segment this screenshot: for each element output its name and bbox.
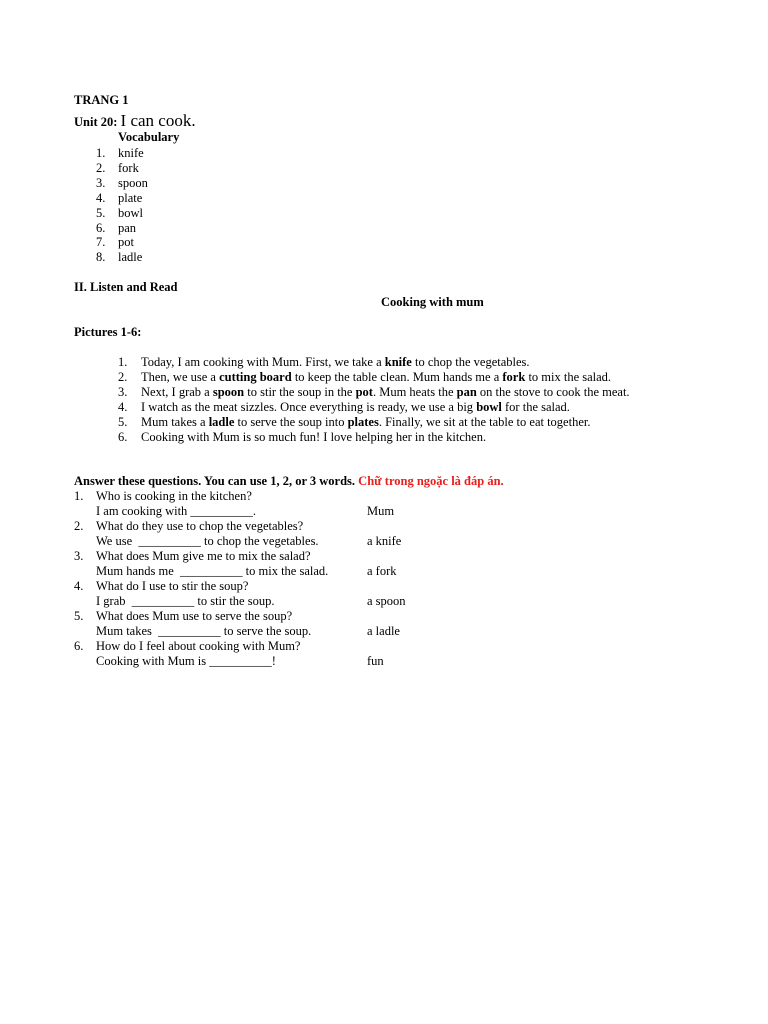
vocabulary-item [96,191,142,206]
answer-prompt: We use __________ to chop the vegetables. [96,533,319,548]
answer-note: Chữ trong ngoặc là đáp án. [358,474,504,488]
item-number: 2. [96,160,106,175]
sentence-number: 5. [118,414,128,429]
item-number: 4. [96,190,106,205]
story-sentence [118,370,611,385]
sentence-number: 3. [118,384,128,399]
answer-prompt: I grab __________ to stir the soup. [96,593,275,608]
sentence-fragment: to serve the soup into [234,414,348,429]
question-row [74,489,252,504]
question-text: How do I feel about cooking with Mum? [96,638,301,653]
sentence-fragment: to keep the table clean. Mum hands me a [291,369,503,384]
keyword: plates [347,414,379,429]
sentence-fragment: to stir the soup in the [244,384,356,399]
question-row [74,609,292,624]
question-number: 4. [74,578,84,593]
keyword: bowl [476,399,502,414]
story-sentence [118,415,590,430]
keyword: cutting board [219,369,292,384]
item-number: 3. [96,175,106,190]
vocabulary-word: fork [118,160,139,175]
sentence-text [141,430,486,444]
sentence-fragment: Cooking with Mum is so much fun! I love helping her in the kitchen. [141,429,487,444]
answer-prompt: Mum takes __________ to serve the soup. [96,623,312,638]
sentence-fragment: . Mum heats the [372,384,457,399]
sentence-fragment: on the stove to cook the meat. [476,384,630,399]
question-text: What does Mum use to serve the soup? [96,608,293,623]
vocabulary-item [96,146,144,161]
item-number: 7. [96,235,106,250]
sentence-fragment: Today, I am cooking with Mum. First, we take a [141,355,385,369]
sentence-fragment: Then, we use a [141,369,220,384]
sentence-number: 1. [118,355,128,369]
pictures-label: Pictures 1-6: [74,325,142,339]
item-number: 8. [96,250,106,265]
story-sentence [118,430,486,445]
sentence-fragment: Next, I grab a [141,384,213,399]
vocabulary-item [96,176,148,191]
answer-prompt: I am cooking with __________. [96,504,257,518]
answer-key: a ladle [367,623,400,638]
vocabulary-item [96,250,142,265]
item-number: 1. [96,146,106,160]
unit-title: I can cook. [120,111,196,130]
vocabulary-word: pot [118,235,134,250]
sentence-fragment: I watch as the meat sizzles. Once everything is ready, we use a big [141,399,477,414]
sentence-fragment: for the salad. [501,399,570,414]
question-number: 3. [74,548,84,563]
question-text: Who is cooking in the kitchen? [96,489,252,503]
sentence-text [141,400,570,414]
sentence-text [141,370,611,384]
vocabulary-item [96,206,143,221]
question-number: 5. [74,608,84,623]
story-sentence [118,355,530,370]
item-number: 5. [96,205,106,220]
answer-instructions [74,474,504,489]
keyword: fork [502,369,526,384]
question-text: What does Mum give me to mix the salad? [96,548,311,563]
question-row [74,549,311,564]
keyword: ladle [208,414,235,429]
sentence-number: 6. [118,429,128,444]
question-text: What do they use to chop the vegetables? [96,518,304,533]
sentence-number: 4. [118,399,128,414]
sentence-text [141,415,590,429]
vocabulary-word: pan [118,220,137,235]
keyword: pot [355,384,373,399]
story-sentence [118,385,630,400]
answer-prompt: Mum hands me __________ to mix the salad. [96,563,329,578]
story-sentence [118,400,570,415]
vocabulary-item [96,235,134,250]
sentence-fragment: Mum takes a [141,414,209,429]
vocabulary-heading: Vocabulary [118,130,180,144]
question-row [74,639,300,654]
sentence-fragment: to chop the vegetables. [411,355,530,369]
answer-prompt: Cooking with Mum is __________! [96,653,276,668]
sentence-text [141,355,530,369]
unit-heading [74,112,196,131]
keyword: pan [456,384,477,399]
sentence-fragment: . Finally, we sit at the table to eat together. [378,414,591,429]
sentence-number: 2. [118,369,128,384]
vocabulary-word: ladle [118,250,143,265]
vocabulary-item [96,161,139,176]
sentence-fragment: to mix the salad. [525,369,612,384]
answer-key: a spoon [367,593,406,608]
page-label: TRANG 1 [74,93,129,107]
answer-key: a fork [367,563,397,578]
vocabulary-item [96,221,136,236]
keyword: spoon [212,384,245,399]
keyword: knife [384,355,412,369]
instruction-text: Answer these questions. You can use 1, 2, or 3 words. [74,474,356,488]
section-heading: II. Listen and Read [74,280,178,294]
vocabulary-word: spoon [118,175,148,190]
question-text: What do I use to stir the soup? [96,578,249,593]
item-number: 6. [96,220,106,235]
question-number: 2. [74,518,84,533]
story-title: Cooking with mum [381,295,484,309]
answer-key: a knife [367,533,402,548]
answer-key: Mum [367,504,395,518]
question-number: 1. [74,489,84,503]
answer-key: fun [367,653,384,668]
question-row [74,519,303,534]
question-number: 6. [74,638,84,653]
vocabulary-word: bowl [118,205,143,220]
unit-label: Unit 20: [74,115,118,129]
question-row [74,579,248,594]
sentence-text [141,385,630,399]
vocabulary-word: plate [118,190,143,205]
vocabulary-word: knife [118,146,144,160]
